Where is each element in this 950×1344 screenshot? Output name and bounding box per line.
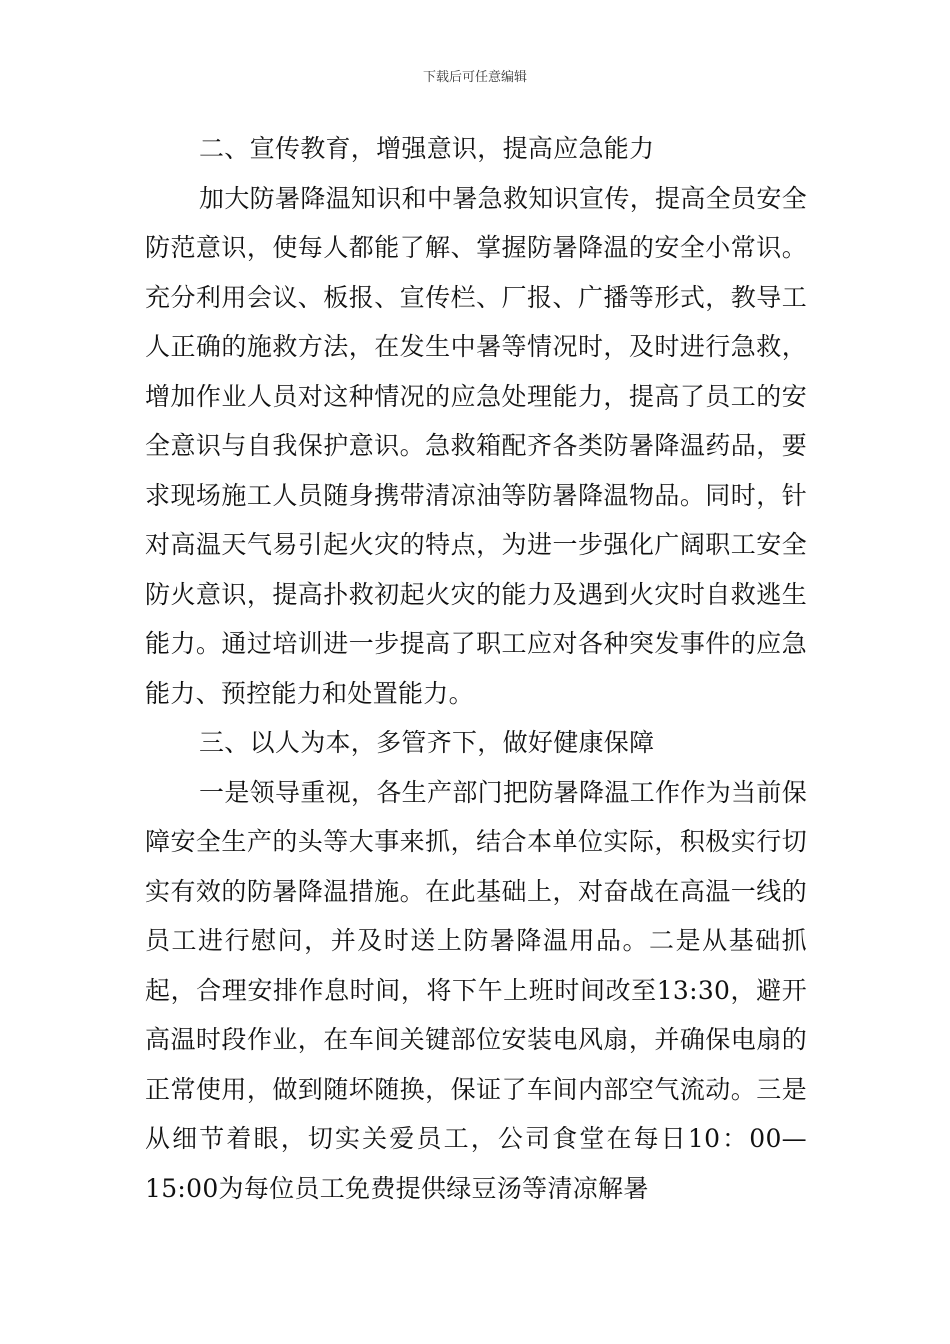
- section-heading-3: 三、以人为本，多管齐下，做好健康保障: [199, 728, 655, 757]
- page-header: 下载后可任意编辑: [422, 70, 527, 85]
- section-heading-2: 二、宣传教育，增强意识，提高应急能力: [199, 134, 655, 163]
- section-paragraph-3: 一是领导重视，各生产部门把防暑降温工作作为当前保障安全生产的头等大事来抓，结合本单位实际，积极实行切实有效的防暑降温措施。在此基础上，对奋战在高温一线的员工进行慰问，并及时送上防暑降温用品。二是从基础抓起，合理安排作息时间，将下午上班时间改至13:30，避开高温时段作业，在车间关键部位安装电风扇，并确保电扇的正常使用，做到随坏随换，保证了车间内部空气流动。三是从细节着眼，切实关爱员工，公司食堂在每日10：00—15:00为每位员工免费提供绿豆汤等清凉解暑: [145, 777, 807, 1203]
- section-paragraph-2: 加大防暑降温知识和中暑急救知识宣传，提高全员安全防范意识，使每人都能了解、掌握防暑降温的安全小常识。充分利用会议、板报、宣传栏、厂报、广播等形式，教导工人正确的施救方法，在发生中暑等情况时，及时进行急救，增加作业人员对这种情况的应急处理能力，提高了员工的安全意识与自我保护意识。急救箱配齐各类防暑降温药品，要求现场施工人员随身携带清凉油等防暑降温物品。同时，针对高温天气易引起火灾的特点，为进一步强化广阔职工安全防火意识，提高扑救初起火灾的能力及遇到火灾时自救逃生能力。通过培训进一步提高了职工应对各种突发事件的应急能力、预控能力和处置能力。: [145, 183, 807, 708]
- document-body: [145, 124, 807, 1213]
